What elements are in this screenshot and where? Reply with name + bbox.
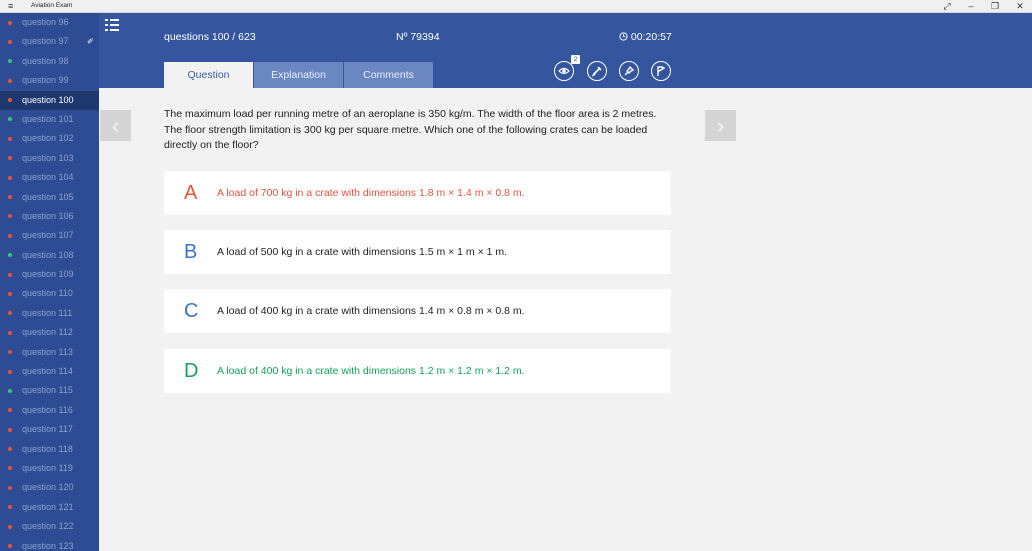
status-dot: [8, 408, 12, 412]
sidebar-question-item[interactable]: [0, 362, 99, 381]
sidebar-question-item[interactable]: [0, 459, 99, 478]
status-dot: [8, 428, 12, 432]
status-dot: [8, 117, 12, 121]
exam-header: [99, 13, 1032, 88]
status-dot: [8, 389, 12, 393]
sidebar-question-item[interactable]: [0, 91, 99, 110]
status-dot: [8, 525, 12, 529]
sidebar-question-label: question 98: [22, 55, 69, 66]
sidebar-question-item[interactable]: [0, 381, 99, 400]
sidebar-question-item[interactable]: [0, 420, 99, 439]
sidebar-question-item[interactable]: [0, 32, 99, 51]
sidebar-question-label: question 112: [22, 327, 73, 338]
status-dot: [8, 544, 12, 548]
sidebar-question-label: question 120: [22, 482, 74, 493]
chevron-right-icon: ›: [716, 113, 725, 138]
status-dot: [8, 40, 12, 44]
tab-question[interactable]: Question: [164, 62, 253, 88]
minimize-button[interactable]: –: [968, 1, 974, 11]
sidebar-question-item[interactable]: [0, 517, 99, 536]
sidebar-question-label: question 110: [22, 288, 73, 299]
status-dot: [8, 447, 12, 451]
sidebar-question-item[interactable]: [0, 71, 99, 90]
sidebar-question-item[interactable]: [0, 188, 99, 207]
answer-text: A load of 500 kg in a crate with dimensions 1.5 m × 1 m × 1 m.: [217, 246, 508, 258]
next-question-button[interactable]: [705, 110, 736, 141]
answer-option-c[interactable]: [164, 289, 671, 333]
sidebar-question-label: question 102: [22, 133, 74, 144]
sidebar-question-item[interactable]: [0, 52, 99, 71]
question-text: The maximum load per running metre of an aeroplane is 350 kg/m. The width of the floor area is 2 metres. The floor strength limitation is 300 kg per square metre. Which one of the following crates can be loaded directly on the floor?: [164, 108, 657, 151]
sidebar-question-item[interactable]: [0, 207, 99, 226]
sidebar-question-item[interactable]: [0, 13, 99, 32]
sidebar-question-label: question 107: [22, 230, 74, 241]
timer: [619, 31, 672, 43]
answer-letter: B: [184, 241, 198, 263]
status-dot: [8, 505, 12, 509]
sidebar-question-label: question 103: [22, 152, 74, 163]
status-dot: [8, 292, 12, 296]
sidebar-question-label: question 106: [22, 210, 74, 221]
sidebar-question-item[interactable]: [0, 323, 99, 342]
tab-explanation[interactable]: Explanation: [254, 62, 343, 88]
sidebar-question-item[interactable]: [0, 537, 99, 551]
sidebar-question-label: question 101: [22, 113, 74, 124]
sidebar-question-item[interactable]: [0, 149, 99, 168]
sidebar-question-item[interactable]: [0, 226, 99, 245]
restore-button[interactable]: ❐: [990, 1, 1000, 11]
pencil-icon[interactable]: [587, 61, 607, 81]
status-dot: [8, 466, 12, 470]
sidebar-question-item[interactable]: [0, 110, 99, 129]
sidebar-question-label: question 100: [22, 94, 74, 105]
sidebar-question-label: question 97: [22, 36, 69, 47]
previous-question-button[interactable]: [100, 110, 131, 141]
sidebar-question-label: question 123: [22, 540, 74, 551]
sidebar-question-item[interactable]: [0, 440, 99, 459]
sidebar-question-label: question 121: [22, 501, 74, 512]
status-dot: [8, 214, 12, 218]
status-dot: [8, 176, 12, 180]
answer-option-b[interactable]: [164, 230, 671, 274]
chevron-left-icon: ‹: [111, 113, 120, 138]
sidebar-question-item[interactable]: [0, 265, 99, 284]
sidebar-question-item[interactable]: [0, 129, 99, 148]
sidebar-question-label: question 122: [22, 521, 74, 532]
status-dot: [8, 350, 12, 354]
eye-icon[interactable]: [554, 61, 574, 81]
answer-letter: C: [184, 300, 199, 322]
title-bar: [0, 0, 1032, 13]
question-number: Nº 79394: [396, 31, 440, 43]
sidebar-question-label: question 115: [22, 385, 73, 396]
pin-icon[interactable]: [619, 61, 639, 81]
sidebar-question-item[interactable]: [0, 401, 99, 420]
sidebar-question-item[interactable]: [0, 343, 99, 362]
status-dot: [8, 253, 12, 257]
sidebar-question-label: question 99: [22, 75, 69, 86]
sidebar-question-label: question 116: [22, 404, 73, 415]
status-dot: [8, 486, 12, 490]
answer-option-a[interactable]: [164, 171, 671, 215]
answer-text: A load of 700 kg in a crate with dimensions 1.8 m × 1.4 m × 0.8 m.: [217, 187, 525, 199]
sidebar-question-label: question 118: [22, 443, 73, 454]
sidebar-question-label: question 96: [22, 17, 69, 27]
close-button[interactable]: ✕: [1016, 1, 1024, 11]
sidebar-question-label: question 104: [22, 172, 74, 183]
timer-value: 00:20:57: [630, 31, 672, 43]
status-dot: [8, 79, 12, 83]
status-dot: [8, 311, 12, 315]
sidebar-question-item[interactable]: [0, 168, 99, 187]
status-dot: [8, 273, 12, 277]
sidebar-question-item[interactable]: [0, 498, 99, 517]
answer-letter: D: [184, 360, 199, 382]
answer-text: A load of 400 kg in a crate with dimensions 1.4 m × 0.8 m × 0.8 m.: [217, 305, 525, 317]
flag-icon[interactable]: [651, 61, 671, 81]
sidebar-question-item[interactable]: [0, 246, 99, 265]
answer-letter: A: [184, 182, 198, 204]
expand-icon[interactable]: ⤢: [943, 1, 951, 11]
status-dot: [8, 137, 12, 141]
sidebar-question-label: question 111: [22, 307, 73, 318]
pin-icon: ✐: [87, 37, 94, 47]
hamburger-menu-icon[interactable]: ≡: [8, 1, 14, 11]
status-dot: [8, 331, 12, 335]
sidebar-question-item[interactable]: [0, 478, 99, 497]
sidebar-question-label: question 113: [22, 346, 73, 357]
question-list-sidebar: [0, 13, 99, 551]
app-title: Aviation Exam: [31, 2, 73, 9]
answer-text: A load of 400 kg in a crate with dimensions 1.2 m × 1.2 m × 1.2 m.: [217, 365, 525, 377]
sidebar-question-label: question 114: [22, 366, 73, 377]
status-dot: [8, 195, 12, 199]
sidebar-question-item[interactable]: [0, 304, 99, 323]
sidebar-question-label: question 119: [22, 462, 73, 473]
status-dot: [8, 156, 12, 160]
status-dot: [8, 21, 12, 25]
tab-bar: [164, 62, 434, 88]
list-icon[interactable]: [105, 19, 119, 31]
question-progress: questions 100 / 623: [164, 31, 256, 43]
sidebar-question-label: question 109: [22, 269, 74, 280]
sidebar-question-label: question 108: [22, 249, 74, 260]
views-badge: 2: [571, 55, 580, 64]
answer-option-d[interactable]: [164, 349, 671, 393]
tab-comments[interactable]: Comments: [344, 62, 433, 88]
sidebar-question-label: question 117: [22, 424, 73, 435]
status-dot: [8, 98, 12, 102]
status-dot: [8, 234, 12, 238]
status-dot: [8, 59, 12, 63]
sidebar-question-item[interactable]: [0, 284, 99, 303]
sidebar-question-label: question 105: [22, 191, 74, 202]
clock-icon: [619, 32, 628, 41]
status-dot: [8, 370, 12, 374]
